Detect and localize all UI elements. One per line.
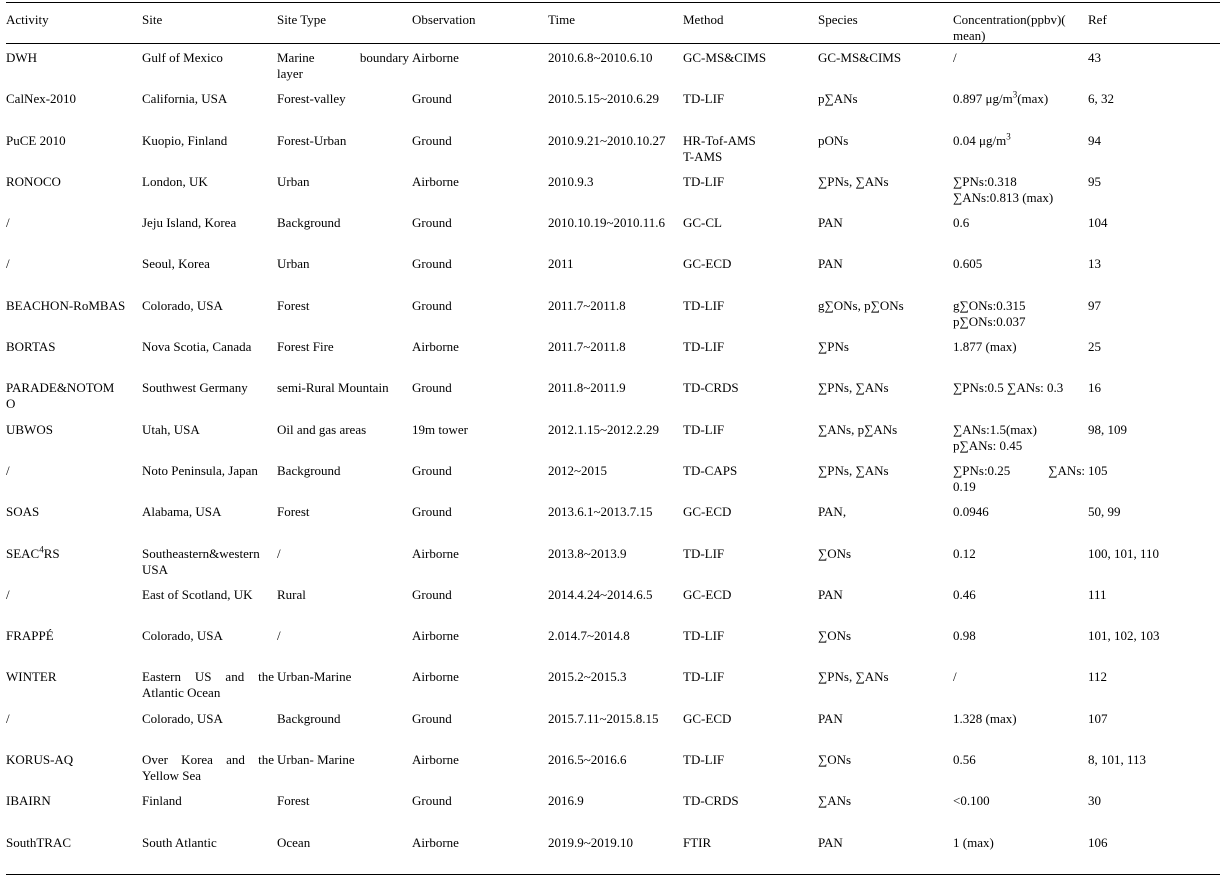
cell-concentration: /: [953, 669, 957, 685]
cell-site-type: Forest: [277, 793, 310, 809]
cell-method: GC-ECD: [683, 504, 732, 520]
cell-ref: 50, 99: [1088, 504, 1121, 520]
cell-method: GC-ECD: [683, 586, 732, 602]
cell-observation: Airborne: [412, 628, 459, 644]
cell-concentration: 1.877 (max): [953, 339, 1017, 355]
cell-concentration: 0.0946: [953, 504, 989, 520]
cell-species: g∑ONs, p∑ONs: [818, 297, 904, 313]
cell-activity: UBWOS: [6, 421, 53, 437]
cell-activity: /: [6, 462, 10, 478]
cell-method: TD-LIF: [683, 91, 725, 107]
cell-ref: 107: [1088, 710, 1108, 726]
cell-species: ∑ONs: [818, 752, 852, 768]
cell-site-type: Background: [277, 215, 341, 231]
cell-observation: Ground: [412, 462, 452, 478]
cell-site-type: Background: [277, 462, 341, 478]
cell-ref: 97: [1088, 297, 1101, 313]
cell-concentration: 1.328 (max): [953, 710, 1017, 726]
cell-species: ∑PNs, ∑ANs: [818, 173, 889, 189]
cell-ref: 6, 32: [1088, 91, 1114, 107]
cell-activity: KORUS-AQ: [6, 752, 74, 768]
cell-ref: 100, 101, 110: [1088, 545, 1160, 561]
cell-ref: 98, 109: [1088, 421, 1127, 437]
cell-ref: 13: [1088, 256, 1101, 272]
cell-method: TD-LIF: [683, 173, 725, 189]
cell-site-type: Forest: [277, 504, 310, 520]
cell-activity: WINTER: [6, 669, 57, 685]
cell-site: Eastern US and the Atlantic Ocean: [142, 669, 274, 701]
cell-time: 2011.7~2011.8: [548, 339, 626, 355]
cell-time: 2012.1.15~2012.2.29: [548, 421, 660, 437]
cell-species: ∑ANs, p∑ANs: [818, 421, 898, 437]
cell-concentration: ∑PNs:0.5 ∑ANs: 0.3: [953, 380, 1064, 396]
cell-ref: 105: [1088, 462, 1108, 478]
table-row: [6, 581, 1220, 622]
cell-site-type: Urban: [277, 173, 310, 189]
cell-site: Colorado, USA: [142, 297, 223, 313]
cell-activity: PuCE 2010: [6, 132, 66, 148]
cell-site-type: /: [277, 628, 281, 644]
cell-ref: 43: [1088, 50, 1101, 65]
cell-activity: PARADE&NOTOM O: [6, 380, 115, 412]
cell-species: PAN: [818, 586, 843, 602]
cell-species: ∑PNs, ∑ANs: [818, 669, 889, 685]
header-method: Method: [683, 12, 724, 27]
cell-species: ∑ANs: [818, 793, 852, 809]
cell-activity: /: [6, 256, 10, 272]
header-site-type: Site Type: [277, 12, 327, 27]
cell-observation: Airborne: [412, 50, 459, 65]
cell-time: 2013.8~2013.9: [548, 545, 627, 561]
cell-site: Southeastern&western USA: [142, 545, 260, 577]
cell-observation: Ground: [412, 380, 452, 396]
cell-site: Finland: [142, 793, 182, 809]
cell-activity: BEACHON-RoMBAS: [6, 297, 126, 313]
table-header: [6, 3, 1220, 43]
cell-method: TD-CAPS: [683, 462, 738, 478]
header-observation: Observation: [412, 12, 476, 27]
cell-species: p∑ANs: [818, 91, 858, 107]
data-table: [6, 0, 1220, 875]
cell-method: TD-LIF: [683, 297, 725, 313]
cell-observation: Airborne: [412, 545, 459, 561]
table-row: [6, 498, 1220, 539]
cell-activity: SEAC$^4$RS: [6, 544, 60, 561]
table-row: [6, 457, 1220, 498]
cell-ref: 104: [1088, 215, 1108, 231]
cell-concentration: ∑PNs:0.318 ∑ANs:0.813 (max): [953, 173, 1054, 205]
table-row: [6, 209, 1220, 250]
table-row: [6, 622, 1220, 663]
cell-method: GC-MS&CIMS: [683, 50, 767, 65]
cell-time: 2011.8~2011.9: [548, 380, 626, 396]
cell-site-type: Forest Fire: [277, 339, 334, 355]
cell-observation: Airborne: [412, 669, 459, 685]
cell-site-type: Oil and gas areas: [277, 421, 367, 437]
cell-method: TD-CRDS: [683, 380, 739, 396]
cell-time: 2015.2~2015.3: [548, 669, 627, 685]
cell-ref: 30: [1088, 793, 1101, 809]
cell-time: 2011: [548, 256, 574, 272]
table-row: [6, 333, 1220, 374]
header-activity: Activity: [6, 12, 49, 27]
cell-site: Southwest Germany: [142, 380, 248, 396]
cell-species: PAN: [818, 256, 843, 272]
cell-species: ∑ONs: [818, 545, 852, 561]
cell-ref: 94: [1088, 132, 1101, 148]
cell-concentration: ∑PNs:0.25 ∑ANs: 0.19: [953, 462, 1085, 494]
cell-concentration: 0.46: [953, 586, 976, 602]
cell-activity: /: [6, 586, 10, 602]
cell-observation: Ground: [412, 215, 452, 231]
cell-site: South Atlantic: [142, 834, 217, 850]
cell-activity: SOAS: [6, 504, 40, 520]
cell-site-type: Background: [277, 710, 341, 726]
cell-method: TD-LIF: [683, 752, 725, 768]
header-species: Species: [818, 12, 858, 27]
cell-site-type: /: [277, 545, 281, 561]
table-row: [6, 787, 1220, 828]
cell-concentration: 0.56: [953, 752, 976, 768]
cell-site-type: Forest: [277, 297, 310, 313]
cell-site-type: Marine boundary layer: [277, 50, 409, 81]
cell-site: London, UK: [142, 173, 208, 189]
cell-method: TD-LIF: [683, 421, 725, 437]
cell-site: Noto Peninsula, Japan: [142, 462, 258, 478]
cell-site: California, USA: [142, 91, 228, 107]
cell-ref: 112: [1088, 669, 1108, 685]
cell-site-type: Urban-Marine: [277, 669, 352, 685]
cell-method: TD-LIF: [683, 339, 725, 355]
cell-site-type: Rural: [277, 586, 306, 602]
cell-method: TD-LIF: [683, 545, 725, 561]
cell-method: TD-LIF: [683, 669, 725, 685]
table-row: [6, 250, 1220, 291]
table-row: [6, 127, 1220, 168]
cell-ref: 8, 101, 113: [1088, 752, 1147, 768]
cell-activity: IBAIRN: [6, 793, 51, 809]
cell-time: 2010.10.19~2010.11.6: [548, 215, 666, 231]
cell-site: Nova Scotia, Canada: [142, 339, 252, 355]
table-row: [6, 829, 1220, 870]
table-row: [6, 663, 1220, 704]
cell-time: 2016.9: [548, 793, 584, 809]
cell-observation: Ground: [412, 132, 452, 148]
table-row: [6, 540, 1220, 581]
header-site: Site: [142, 12, 163, 27]
cell-method: FTIR: [683, 834, 712, 850]
table-row: [6, 44, 1220, 85]
cell-ref: 101, 102, 103: [1088, 628, 1160, 644]
header-ref: Ref: [1088, 12, 1107, 27]
cell-species: PAN: [818, 215, 843, 231]
table-row: [6, 168, 1220, 209]
cell-site: Seoul, Korea: [142, 256, 210, 272]
table-row: [6, 705, 1220, 746]
cell-activity: RONOCO: [6, 173, 61, 189]
cell-ref: 16: [1088, 380, 1101, 396]
cell-observation: Ground: [412, 91, 452, 107]
cell-time: 2010.9.3: [548, 173, 594, 189]
cell-time: 2012~2015: [548, 462, 608, 478]
cell-time: 2010.6.8~2010.6.10: [548, 50, 653, 65]
cell-method: TD-CRDS: [683, 793, 739, 809]
cell-site: Colorado, USA: [142, 710, 223, 726]
cell-concentration: ∑ANs:1.5(max) p∑ANs: 0.45: [953, 421, 1038, 453]
cell-observation: Ground: [412, 710, 452, 726]
cell-species: GC-MS&CIMS: [818, 50, 902, 65]
cell-concentration: 0.6: [953, 215, 970, 231]
cell-ref: 95: [1088, 173, 1101, 189]
cell-observation: Ground: [412, 297, 452, 313]
cell-site: Colorado, USA: [142, 628, 223, 644]
cell-site: Jeju Island, Korea: [142, 215, 237, 231]
cell-time: 2011.7~2011.8: [548, 297, 626, 313]
cell-time: 2014.4.24~2014.6.5: [548, 586, 653, 602]
cell-species: PAN: [818, 834, 843, 850]
cell-activity: CalNex-2010: [6, 91, 77, 107]
table-row: [6, 85, 1220, 126]
table-row: [6, 374, 1220, 415]
cell-time: 2019.9~2019.10: [548, 834, 634, 850]
cell-species: pONs: [818, 132, 849, 148]
cell-concentration: <0.100: [953, 793, 990, 809]
cell-species: ∑PNs, ∑ANs: [818, 380, 889, 396]
cell-observation: Airborne: [412, 752, 459, 768]
cell-activity: BORTAS: [6, 339, 56, 355]
header-time: Time: [548, 12, 575, 27]
cell-observation: Ground: [412, 586, 452, 602]
cell-observation: Ground: [412, 256, 452, 272]
cell-ref: 106: [1088, 834, 1108, 850]
cell-method: HR-Tof-AMS T-AMS: [683, 132, 756, 164]
cell-activity: /: [6, 710, 10, 726]
cell-time: 2.014.7~2014.8: [548, 628, 630, 644]
cell-site-type: Forest-Urban: [277, 132, 347, 148]
cell-concentration: 0.605: [953, 256, 983, 272]
cell-site: Kuopio, Finland: [142, 132, 228, 148]
cell-observation: Ground: [412, 793, 452, 809]
cell-observation: Airborne: [412, 173, 459, 189]
cell-activity: SouthTRAC: [6, 834, 72, 850]
cell-site-type: Urban: [277, 256, 310, 272]
cell-observation: 19m tower: [412, 421, 468, 437]
cell-method: GC-ECD: [683, 710, 732, 726]
cell-time: 2010.9.21~2010.10.27: [548, 132, 666, 148]
cell-time: 2016.5~2016.6: [548, 752, 627, 768]
cell-species: PAN: [818, 710, 843, 726]
cell-species: ∑ONs: [818, 628, 852, 644]
cell-activity: /: [6, 215, 10, 231]
cell-site: Gulf of Mexico: [142, 50, 223, 65]
cell-species: PAN,: [818, 504, 847, 520]
cell-time: 2010.5.15~2010.6.29: [548, 91, 660, 107]
cell-method: TD-LIF: [683, 628, 725, 644]
cell-site: Alabama, USA: [142, 504, 222, 520]
cell-concentration: g∑ONs:0.315 p∑ONs:0.037: [953, 297, 1026, 329]
cell-concentration: 1 (max): [953, 834, 994, 850]
header-concentration: Concentration(ppbv)( mean): [953, 12, 1066, 43]
cell-activity: DWH: [6, 50, 38, 65]
cell-observation: Airborne: [412, 339, 459, 355]
cell-site: Utah, USA: [142, 421, 200, 437]
cell-concentration: /: [953, 50, 957, 65]
cell-site-type: Forest-valley: [277, 91, 346, 107]
table-body: [6, 44, 1220, 870]
cell-species: ∑PNs: [818, 339, 849, 355]
cell-site-type: Urban- Marine: [277, 752, 355, 768]
cell-site: Over Korea and the Yellow Sea: [142, 752, 274, 784]
cell-concentration: 0.897 $\mu g/m^3(\max)$: [953, 89, 1049, 107]
cell-method: GC-ECD: [683, 256, 732, 272]
cell-time: 2013.6.1~2013.7.15: [548, 504, 653, 520]
cell-ref: 111: [1088, 586, 1107, 602]
cell-site-type: semi-Rural Mountain: [277, 380, 389, 396]
cell-observation: Ground: [412, 504, 452, 520]
table-row: [6, 746, 1220, 787]
cell-concentration: 0.12: [953, 545, 976, 561]
cell-concentration: 0.98: [953, 628, 976, 644]
table-row: [6, 416, 1220, 457]
cell-site: East of Scotland, UK: [142, 586, 253, 602]
cell-time: 2015.7.11~2015.8.15: [548, 710, 659, 726]
table-row: [6, 292, 1220, 333]
cell-species: ∑PNs, ∑ANs: [818, 462, 889, 478]
cell-ref: 25: [1088, 339, 1101, 355]
cell-concentration: 0.04 $\mu g/m^3$: [953, 131, 1011, 148]
cell-activity: FRAPPÉ: [6, 628, 54, 644]
cell-method: GC-CL: [683, 215, 722, 231]
cell-site-type: Ocean: [277, 834, 311, 850]
cell-observation: Airborne: [412, 834, 459, 850]
